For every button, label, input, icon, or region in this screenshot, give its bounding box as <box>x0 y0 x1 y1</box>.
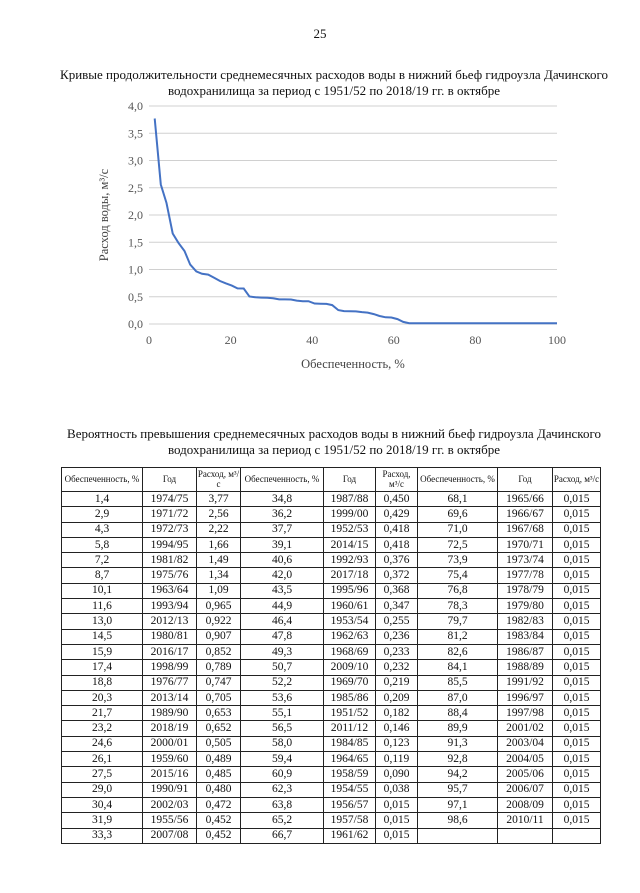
table-cell: 1963/64 <box>143 583 197 598</box>
table-cell: 1976/77 <box>143 675 197 690</box>
table-cell: 73,9 <box>418 553 498 568</box>
table-cell: 21,7 <box>62 706 143 721</box>
table-cell: 2,9 <box>62 507 143 522</box>
table-cell: 18,8 <box>62 675 143 690</box>
table-cell: 7,2 <box>62 553 143 568</box>
y-tick-label: 4,0 <box>128 99 143 113</box>
table-cell: 2004/05 <box>498 752 553 767</box>
table-cell: 0,232 <box>376 660 418 675</box>
y-tick-label: 2,5 <box>128 180 143 195</box>
chart-title: Кривые продолжительности среднемесячных расходов воды в нижний бьеф гидроузла Дачинского водохранилища за период с 1951/52 по 2018/19 гг. в октябре <box>60 67 608 98</box>
table-cell: 49,3 <box>241 644 324 659</box>
table-title: Вероятность превышения среднемесячных расходов воды в нижний бьеф гидроузла Дачинского водохранилища за период с 1951/52 по 2018/19 гг. в октябре <box>67 426 601 457</box>
table-row <box>62 721 601 736</box>
table-cell: 0,429 <box>376 507 418 522</box>
table-cell: 1981/82 <box>143 553 197 568</box>
y-tick-label: 3,0 <box>128 153 143 168</box>
table-cell: 14,5 <box>62 629 143 644</box>
table-row <box>62 599 601 614</box>
x-tick-label: 0 <box>146 333 152 347</box>
table-header-cell: Обеспеченность, % <box>62 468 143 492</box>
table-cell: 0,015 <box>553 782 601 797</box>
y-tick-label: 1,0 <box>128 262 143 277</box>
table-row <box>62 583 601 598</box>
table-cell: 44,9 <box>241 599 324 614</box>
table-cell: 0,480 <box>197 782 241 797</box>
table-row <box>62 752 601 767</box>
table-row <box>62 507 601 522</box>
table-cell: 2003/04 <box>498 736 553 751</box>
table-cell: 94,2 <box>418 767 498 782</box>
table-cell: 0,015 <box>553 522 601 537</box>
table-cell: 2015/16 <box>143 767 197 782</box>
table-cell: 1956/57 <box>324 797 376 812</box>
table-cell: 1980/81 <box>143 629 197 644</box>
x-axis-label: Обеспеченность, % <box>301 357 405 371</box>
table-row <box>62 690 601 705</box>
table-cell: 81,2 <box>418 629 498 644</box>
table-cell: 0,255 <box>376 614 418 629</box>
table-cell: 1973/74 <box>498 553 553 568</box>
table-cell: 85,5 <box>418 675 498 690</box>
table-cell: 0,119 <box>376 752 418 767</box>
table-cell: 0,472 <box>197 797 241 812</box>
table-cell: 34,8 <box>241 492 324 507</box>
table-cell: 0,452 <box>197 828 241 843</box>
table-cell: 23,2 <box>62 721 143 736</box>
table-cell: 0,015 <box>553 492 601 507</box>
table-cell: 1952/53 <box>324 522 376 537</box>
table-cell: 2013/14 <box>143 690 197 705</box>
table-cell: 66,7 <box>241 828 324 843</box>
table-cell: 1975/76 <box>143 568 197 583</box>
table-cell: 0,015 <box>376 828 418 843</box>
table-cell: 0,015 <box>553 553 601 568</box>
table-cell: 58,0 <box>241 736 324 751</box>
exceedance-probability-table <box>61 467 601 844</box>
table-cell: 1964/65 <box>324 752 376 767</box>
table-cell: 30,4 <box>62 797 143 812</box>
table-cell: 0,015 <box>553 660 601 675</box>
table-row <box>62 797 601 812</box>
table-cell: 1999/00 <box>324 507 376 522</box>
y-tick-label: 0,5 <box>128 289 143 304</box>
table-cell: 2018/19 <box>143 721 197 736</box>
table-cell: 0,015 <box>553 721 601 736</box>
table-cell: 39,1 <box>241 537 324 552</box>
table-cell: 1,4 <box>62 492 143 507</box>
table-cell: 1985/86 <box>324 690 376 705</box>
table-cell: 15,9 <box>62 644 143 659</box>
table-row <box>62 522 601 537</box>
table-header-row <box>62 468 601 492</box>
table-row <box>62 767 601 782</box>
table-cell: 1958/59 <box>324 767 376 782</box>
table-cell: 1996/97 <box>498 690 553 705</box>
table-cell: 62,3 <box>241 782 324 797</box>
table-cell: 1966/67 <box>498 507 553 522</box>
y-axis-label: Расход воды, м³/с <box>97 168 111 262</box>
table-cell: 2010/11 <box>498 813 553 828</box>
table-row <box>62 629 601 644</box>
table-header-cell: Год <box>324 468 376 492</box>
table-cell: 42,0 <box>241 568 324 583</box>
table-cell: 0,038 <box>376 782 418 797</box>
table-cell: 0,015 <box>376 813 418 828</box>
table-cell: 1968/69 <box>324 644 376 659</box>
table-cell: 52,2 <box>241 675 324 690</box>
table-cell: 0,653 <box>197 706 241 721</box>
table-cell: 0,209 <box>376 690 418 705</box>
table-cell: 0,418 <box>376 537 418 552</box>
table-cell: 1977/78 <box>498 568 553 583</box>
table-cell: 0,015 <box>553 629 601 644</box>
table-cell: 89,9 <box>418 721 498 736</box>
table-cell: 0,789 <box>197 660 241 675</box>
table-body <box>62 492 601 844</box>
table-cell: 1955/56 <box>143 813 197 828</box>
table-cell: 0,015 <box>553 568 601 583</box>
table-cell: 71,0 <box>418 522 498 537</box>
table-cell: 91,3 <box>418 736 498 751</box>
table-cell: 0,965 <box>197 599 241 614</box>
table-cell: 0,907 <box>197 629 241 644</box>
table-cell: 27,5 <box>62 767 143 782</box>
table-cell: 24,6 <box>62 736 143 751</box>
table-cell: 1961/62 <box>324 828 376 843</box>
table-cell: 1974/75 <box>143 492 197 507</box>
table-cell: 0,505 <box>197 736 241 751</box>
table-cell: 3,77 <box>197 492 241 507</box>
table-cell: 1,09 <box>197 583 241 598</box>
table-cell: 8,7 <box>62 568 143 583</box>
data-series-line <box>155 119 557 324</box>
table-cell: 1995/96 <box>324 583 376 598</box>
table-cell: 95,7 <box>418 782 498 797</box>
x-tick-label: 60 <box>387 333 400 347</box>
table-row <box>62 675 601 690</box>
y-tick-label: 2,0 <box>128 208 143 222</box>
x-tick-label: 80 <box>469 333 482 347</box>
table-cell: 1,66 <box>197 537 241 552</box>
table-cell: 2,22 <box>197 522 241 537</box>
table-row <box>62 614 601 629</box>
table-cell: 60,9 <box>241 767 324 782</box>
table-cell: 87,0 <box>418 690 498 705</box>
table-cell: 2008/09 <box>498 797 553 812</box>
table-cell: 79,7 <box>418 614 498 629</box>
table-row <box>62 828 601 843</box>
table-cell: 92,8 <box>418 752 498 767</box>
table-cell: 1969/70 <box>324 675 376 690</box>
table-cell: 97,1 <box>418 797 498 812</box>
table-cell: 47,8 <box>241 629 324 644</box>
table-cell: 0,015 <box>553 752 601 767</box>
table-cell: 29,0 <box>62 782 143 797</box>
table-cell: 1997/98 <box>498 706 553 721</box>
table-cell: 26,1 <box>62 752 143 767</box>
table-cell: 1962/63 <box>324 629 376 644</box>
x-tick-label: 100 <box>548 333 566 347</box>
table-cell: 68,1 <box>418 492 498 507</box>
table-cell <box>418 828 498 843</box>
y-tick-label: 0,0 <box>128 317 143 331</box>
table-cell: 2001/02 <box>498 721 553 736</box>
table-cell: 4,3 <box>62 522 143 537</box>
table-cell: 2017/18 <box>324 568 376 583</box>
table-cell: 1972/73 <box>143 522 197 537</box>
table-cell: 72,5 <box>418 537 498 552</box>
table-cell: 0,347 <box>376 599 418 614</box>
table-header-cell: Расход, м³/с <box>553 468 601 492</box>
table-cell: 65,2 <box>241 813 324 828</box>
table-cell: 0,015 <box>553 537 601 552</box>
table-cell: 76,8 <box>418 583 498 598</box>
x-tick-label: 20 <box>224 333 237 347</box>
table-cell: 0,015 <box>553 736 601 751</box>
table-row <box>62 736 601 751</box>
table-cell: 43,5 <box>241 583 324 598</box>
table-cell: 1960/61 <box>324 599 376 614</box>
table-cell: 1991/92 <box>498 675 553 690</box>
table-cell: 0,015 <box>553 813 601 828</box>
table-cell: 50,7 <box>241 660 324 675</box>
table-cell: 5,8 <box>62 537 143 552</box>
table-cell: 0,182 <box>376 706 418 721</box>
table-cell: 2006/07 <box>498 782 553 797</box>
table-cell: 0,489 <box>197 752 241 767</box>
table-cell: 2000/01 <box>143 736 197 751</box>
table-cell: 1959/60 <box>143 752 197 767</box>
table-cell: 0,450 <box>376 492 418 507</box>
table-cell: 17,4 <box>62 660 143 675</box>
table-cell: 20,3 <box>62 690 143 705</box>
table-cell: 0,015 <box>553 675 601 690</box>
table-cell: 2002/03 <box>143 797 197 812</box>
table-cell <box>553 828 601 843</box>
table-row <box>62 706 601 721</box>
table-cell: 1983/84 <box>498 629 553 644</box>
table-header-cell: Обеспеченность, % <box>418 468 498 492</box>
table-cell: 0,090 <box>376 767 418 782</box>
table-cell: 1987/88 <box>324 492 376 507</box>
page-number: 25 <box>313 26 327 41</box>
table-cell: 2,56 <box>197 507 241 522</box>
table-cell: 1,34 <box>197 568 241 583</box>
table-cell: 1954/55 <box>324 782 376 797</box>
table-cell: 82,6 <box>418 644 498 659</box>
table-cell: 13,0 <box>62 614 143 629</box>
table-cell: 2005/06 <box>498 767 553 782</box>
table-cell: 10,1 <box>62 583 143 598</box>
table-cell: 2016/17 <box>143 644 197 659</box>
table-cell: 1965/66 <box>498 492 553 507</box>
table-cell: 0,418 <box>376 522 418 537</box>
table-cell: 0,015 <box>553 767 601 782</box>
duration-curve-chart <box>92 98 572 378</box>
table-header-cell: Год <box>143 468 197 492</box>
table-row <box>62 553 601 568</box>
table-cell: 1989/90 <box>143 706 197 721</box>
table-cell: 0,705 <box>197 690 241 705</box>
table-cell: 0,123 <box>376 736 418 751</box>
table-cell: 1993/94 <box>143 599 197 614</box>
y-tick-label: 1,5 <box>128 235 143 250</box>
table-cell: 1979/80 <box>498 599 553 614</box>
table-row <box>62 813 601 828</box>
table-cell: 84,1 <box>418 660 498 675</box>
table-row <box>62 537 601 552</box>
table-row <box>62 782 601 797</box>
table-cell: 0,015 <box>553 507 601 522</box>
table-cell: 0,485 <box>197 767 241 782</box>
table-cell: 0,652 <box>197 721 241 736</box>
table-cell: 0,747 <box>197 675 241 690</box>
table-cell: 0,236 <box>376 629 418 644</box>
table-cell: 37,7 <box>241 522 324 537</box>
table-header-cell: Год <box>498 468 553 492</box>
table-cell: 63,8 <box>241 797 324 812</box>
table-cell: 1967/68 <box>498 522 553 537</box>
table-cell: 1953/54 <box>324 614 376 629</box>
table-cell: 0,372 <box>376 568 418 583</box>
table-cell: 1978/79 <box>498 583 553 598</box>
table-cell: 0,015 <box>376 797 418 812</box>
table-cell: 31,9 <box>62 813 143 828</box>
table-cell <box>498 828 553 843</box>
y-tick-label: 3,5 <box>128 126 143 141</box>
table-cell: 1988/89 <box>498 660 553 675</box>
table-cell: 1986/87 <box>498 644 553 659</box>
table-cell: 1984/85 <box>324 736 376 751</box>
table-cell: 78,3 <box>418 599 498 614</box>
table-row <box>62 644 601 659</box>
table-cell: 36,2 <box>241 507 324 522</box>
table-cell: 1998/99 <box>143 660 197 675</box>
table-cell: 11,6 <box>62 599 143 614</box>
table-cell: 0,922 <box>197 614 241 629</box>
table-cell: 1992/93 <box>324 553 376 568</box>
table-cell: 0,233 <box>376 644 418 659</box>
table-row <box>62 660 601 675</box>
table-cell: 1957/58 <box>324 813 376 828</box>
table-cell: 0,015 <box>553 599 601 614</box>
table-cell: 1971/72 <box>143 507 197 522</box>
table-cell: 0,015 <box>553 644 601 659</box>
table-cell: 2011/12 <box>324 721 376 736</box>
table-cell: 0,368 <box>376 583 418 598</box>
table-cell: 56,5 <box>241 721 324 736</box>
table-cell: 40,6 <box>241 553 324 568</box>
table-cell: 0,146 <box>376 721 418 736</box>
table-cell: 46,4 <box>241 614 324 629</box>
table-cell: 1982/83 <box>498 614 553 629</box>
table-cell: 2012/13 <box>143 614 197 629</box>
table-row <box>62 492 601 507</box>
table-header-cell: Обеспеченность, % <box>241 468 324 492</box>
table-cell: 2007/08 <box>143 828 197 843</box>
x-tick-label: 40 <box>306 333 319 347</box>
table-row <box>62 568 601 583</box>
table-cell: 1994/95 <box>143 537 197 552</box>
table-cell: 75,4 <box>418 568 498 583</box>
table-cell: 59,4 <box>241 752 324 767</box>
table-cell: 0,376 <box>376 553 418 568</box>
table-header-cell: Расход, м³/с <box>197 468 241 492</box>
table-cell: 88,4 <box>418 706 498 721</box>
table-cell: 33,3 <box>62 828 143 843</box>
table-cell: 1951/52 <box>324 706 376 721</box>
table-cell: 2014/15 <box>324 537 376 552</box>
table-cell: 0,015 <box>553 614 601 629</box>
table-header-cell: Расход, м³/с <box>376 468 418 492</box>
table-cell: 1,49 <box>197 553 241 568</box>
table-cell: 55,1 <box>241 706 324 721</box>
table-cell: 0,015 <box>553 797 601 812</box>
table-cell: 0,015 <box>553 583 601 598</box>
table-cell: 1990/91 <box>143 782 197 797</box>
table-cell: 0,219 <box>376 675 418 690</box>
table-cell: 98,6 <box>418 813 498 828</box>
table-cell: 0,015 <box>553 706 601 721</box>
table-cell: 0,852 <box>197 644 241 659</box>
table-cell: 0,015 <box>553 690 601 705</box>
table-cell: 2009/10 <box>324 660 376 675</box>
table-cell: 53,6 <box>241 690 324 705</box>
table-cell: 1970/71 <box>498 537 553 552</box>
table-cell: 0,452 <box>197 813 241 828</box>
table-cell: 69,6 <box>418 507 498 522</box>
